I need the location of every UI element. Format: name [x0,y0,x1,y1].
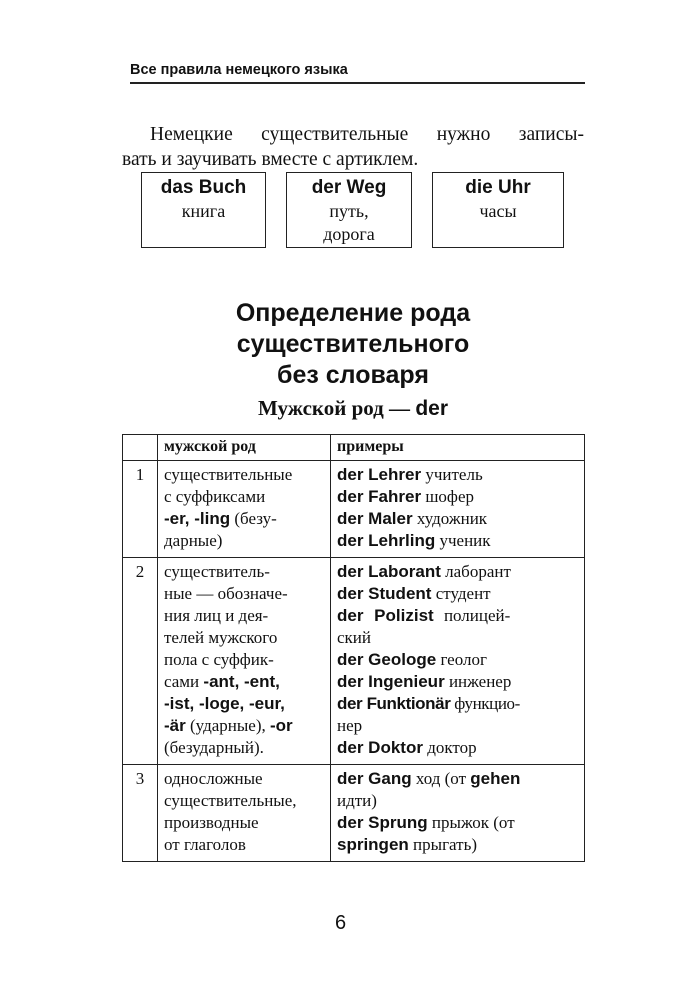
russian-word: полицей- [433,606,511,625]
rule-line: (безударный). [164,738,264,757]
rule-line: с суффиксами [164,487,266,506]
german-word: der Ingenieur [337,672,445,691]
example-line: нер [337,716,363,735]
german-word: der Maler [337,509,413,528]
running-title: Все правила немецкого языка [130,62,348,78]
russian-word: художник [412,509,488,528]
german-word: der Sprung [337,813,428,832]
example-german: die Uhr [465,177,531,198]
russian-word: прыгать) [408,835,477,854]
rule-cell [158,558,331,765]
rule-line: телей мужского [164,628,278,647]
rule-line [164,508,324,530]
rule-line: ния лиц и дея- [164,606,269,625]
example-line [337,834,578,856]
russian-word: ход (от [411,769,471,788]
examples-cell [331,558,585,765]
rule-line: ные — обозначе- [164,584,288,603]
example-line: идти) [337,791,377,810]
table-row [123,461,585,558]
example-line [337,737,578,759]
section-title-line: существительного [236,330,470,358]
example-box-die-uhr [432,172,564,248]
russian-word: инженер [444,672,512,691]
example-german: das Buch [160,177,247,198]
subsection-label: Мужской род — [258,396,416,420]
german-word: der Doktor [337,738,423,757]
example-box-der-weg [286,172,412,248]
header-number [123,435,158,461]
example-russian: путь, [329,201,369,221]
russian-word: шофер [421,487,474,506]
example-line [337,649,578,671]
suffix-text: -ant, -ent, [203,672,280,691]
subsection-article: der [415,397,448,420]
russian-word: студент [431,584,491,603]
russian-word: прыжок (от [427,813,515,832]
german-word: der Gang [337,769,412,788]
header-rule: мужской род [158,435,331,461]
german-word: der Lehrer [337,465,422,484]
running-header [130,62,585,84]
row-number: 1 [123,461,158,558]
example-line [337,812,578,834]
suffix-text: -or [270,716,293,735]
rule-line: существитель- [164,562,270,581]
rule-line [164,671,324,693]
example-line [337,768,578,790]
example-german: der Weg [311,177,387,198]
example-line: ский [337,628,371,647]
table-row [123,765,585,862]
table-row [123,558,585,765]
row-number: 2 [123,558,158,765]
example-russian: книга [181,201,226,221]
subsection-title [122,396,584,421]
page-number: 6 [334,912,347,934]
german-word: der Lehrling [337,531,436,550]
rule-line: дарные) [164,531,223,550]
rule-line: пола с суффик- [164,650,274,669]
example-russian: дорога [323,224,375,244]
rule-text: сами [164,672,204,691]
intro-paragraph [122,122,584,172]
russian-word: учитель [421,465,483,484]
russian-word: доктор [422,738,477,757]
russian-word: функцио- [450,694,520,713]
example-line [337,671,578,693]
example-line [337,508,578,530]
examples-cell [331,765,585,862]
german-word: der Student [337,584,432,603]
russian-word: лаборант [440,562,511,581]
suffix-text: -ist, -loge, -eur, [164,694,285,713]
table-header-row [123,435,585,461]
german-word: springen [337,835,409,854]
german-word: der Laborant [337,562,441,581]
rule-text: (ударные), [185,716,270,735]
russian-word: геолог [436,650,487,669]
rule-line: односложные [164,769,263,788]
german-word: der Polizist [337,606,434,625]
rule-line [164,715,324,737]
example-line [337,486,578,508]
example-box-das-buch [141,172,266,248]
russian-word: ученик [435,531,491,550]
example-line [337,583,578,605]
examples-cell [331,461,585,558]
rule-text: (безу- [230,509,277,528]
example-line [337,693,578,715]
rule-cell [158,765,331,862]
example-russian: часы [479,201,517,221]
german-word: der Fahrer [337,487,422,506]
section-title-line: Определение рода [235,299,471,327]
example-line [337,464,578,486]
german-word: der Funktionär [337,694,451,713]
german-word: gehen [470,769,521,788]
suffix-text: -er, -ling [164,509,231,528]
example-line [337,530,578,552]
intro-line-1: Немецкие существительные нужно записы- [150,124,584,145]
row-number: 3 [123,765,158,862]
rule-line: производные [164,813,259,832]
rule-cell [158,461,331,558]
example-line [337,561,578,583]
intro-line-2: вать и заучивать вместе с артиклем. [122,149,419,170]
rule-line: существительные, [164,791,297,810]
header-examples: примеры [331,435,585,461]
german-word: der Geologe [337,650,437,669]
section-title [122,298,584,391]
section-title-line: без словаря [277,361,429,389]
example-line [337,605,578,627]
gender-rules-table [122,434,585,862]
rule-line: от глаголов [164,835,246,854]
rule-line: существительные [164,465,293,484]
suffix-text: -är [164,716,186,735]
